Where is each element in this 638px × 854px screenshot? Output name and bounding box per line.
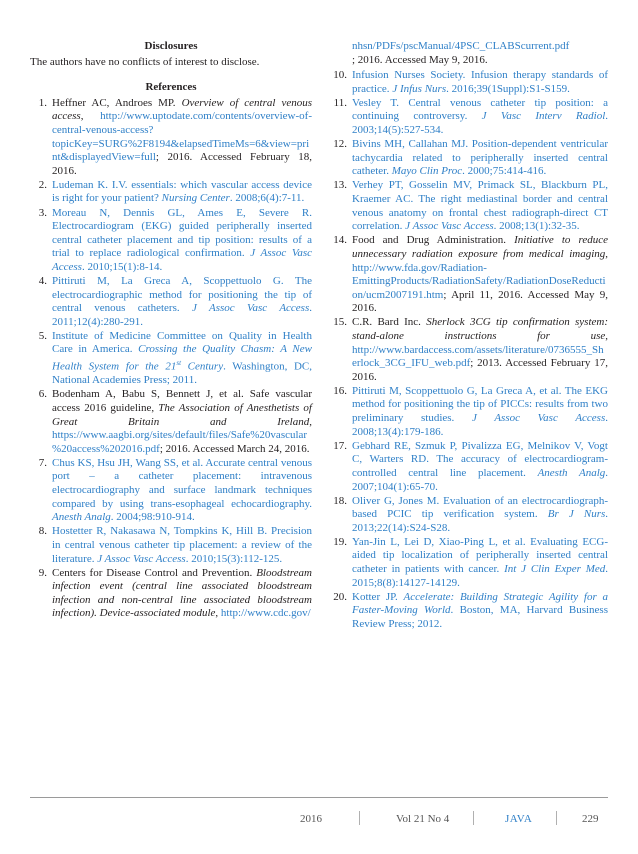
reference-segment: Overview of central venous access	[52, 96, 313, 123]
reference-segment: Int J Clin Exper Med	[504, 563, 606, 576]
reference-segment: . 2016;39(1Suppl):S1-S159.	[446, 82, 570, 95]
reference-segment: ,	[215, 607, 221, 620]
reference-segment: Hostetter R, Nakasawa N, Tompkins K, Hill B. Precision in central venous catheter tip placement: a review of the literature.	[52, 525, 312, 565]
reference-segment: st	[176, 359, 182, 368]
reference-segment: Yan-Jin L, Lei D, Xiao-Ping L, et al. Evaluating ECG-aided tip localization of peripherally inserted central catheter in patients with cancer.	[352, 535, 608, 576]
reference-segment: Chus KS, Hsu JH, Wang SS, et al. Accurate central venous port – a catheter placement: intravenous electrocardiography and surface landmark techniques compared by using trans-esophageal echocardiography.	[52, 456, 312, 510]
reference-item	[330, 179, 608, 233]
reference-link[interactable]: https://www.aagbi.org/sites/default/files/Safe%20vascular%20access%202016.pdf	[52, 429, 308, 455]
reference-segment: Moreau N, Dennis GL, Ames E, Severe R. Electrocardiogram (EKG) guided peripherally inserted central catheter placement and tip position: results of a trial to replace radiological confirmation.	[52, 206, 312, 260]
reference-text	[352, 591, 608, 632]
footer-year: 2016	[300, 813, 322, 825]
reference-segment: Nursing Center	[161, 192, 230, 205]
reference-segment: Pittiruti M, Scoppettuolo G, La Greca A, et al. The EKG method for positioning the tip of PICCs: results from two preliminary studies.	[352, 384, 608, 425]
reference-text	[52, 525, 312, 566]
footer-separator	[473, 811, 474, 825]
reference-text	[352, 69, 608, 96]
reference-number: 10.	[333, 69, 347, 82]
footer-page-number: 229	[582, 813, 599, 825]
reference-text	[352, 234, 608, 316]
reference-segment: . 2008;13(4):179-186.	[352, 412, 608, 438]
reference-segment: Anesth Analg	[537, 466, 606, 479]
reference-segment: ; 2016. Accessed February 18, 2016.	[52, 151, 312, 177]
reference-segment: . 2010;15(1):8-14.	[81, 260, 163, 273]
reference-segment: . 2004;98:910-914.	[110, 511, 195, 524]
reference-number: 6.	[38, 388, 47, 401]
reference-text	[352, 385, 608, 439]
reference-link[interactable]: http://www.uptodate.com/contents/overview-of-central-venous-access?topicKey=SURG%2F8194&elapsedTimeMs=6&view=print&displayedView=full	[52, 110, 312, 164]
reference-segment: Gebhard RE, Szmuk P, Pivalizza EG, Melnikov V, Vogt C, Warters RD. The accuracy of electrocardiogram-controlled central line placement.	[352, 439, 608, 479]
reference-segment: Kotter JP.	[352, 590, 404, 603]
reference-segment: ,	[80, 110, 101, 123]
disclosures-heading: Disclosures	[144, 40, 198, 52]
reference-segment: . 2003;14(5):527-534.	[352, 110, 608, 137]
reference-segment: ; 2013. Accessed February 17, 2016.	[352, 357, 608, 383]
reference-item	[30, 207, 312, 275]
reference-text	[352, 316, 608, 384]
reference-link[interactable]: http://www.cdc.gov/	[220, 607, 311, 620]
reference-segment: Centers for Disease Control and Prevention.	[52, 566, 257, 579]
reference-list-right	[330, 69, 608, 631]
reference-item	[30, 567, 312, 621]
reference-text	[52, 275, 312, 329]
reference-link[interactable]: http://www.fda.gov/Radiation-EmittingProducts/RadiationSafety/RadiationDoseReduction/ucm2007191.htm	[352, 261, 606, 301]
reference-item	[330, 97, 608, 138]
reference-segment: . 2010;15(3):112-125.	[185, 552, 283, 565]
reference-segment: Bodenham A, Babu S, Bennett J, et al. Safe vascular access 2016 guideline,	[52, 388, 312, 414]
reference-text	[352, 179, 608, 233]
reference-number: 14.	[333, 234, 347, 247]
reference-item	[330, 234, 608, 316]
reference-text	[52, 388, 312, 456]
reference-segment: . 2015;8(8):14127-14129.	[352, 563, 608, 589]
reference-item	[30, 97, 312, 179]
right-column	[330, 40, 608, 632]
reference-item	[30, 457, 312, 525]
reference-segment: . 2007;104(1):65-70.	[352, 466, 608, 493]
references-heading: References	[145, 81, 197, 94]
reference-text	[352, 440, 608, 494]
reference-text	[352, 536, 608, 590]
reference-item	[30, 275, 312, 329]
reference-text	[52, 567, 312, 621]
reference-segment: . 2008;13(1):32-35.	[493, 220, 580, 233]
footer-separator	[556, 811, 557, 825]
reference-segment: ; April 11, 2016. Accessed May 9, 2016.	[352, 288, 608, 315]
reference-number: 17.	[333, 439, 347, 452]
reference-segment: J Vasc Interv Radiol	[481, 110, 606, 123]
reference-segment: Century	[181, 360, 224, 373]
reference-segment: Initiative to reduce unnecessary radiation exposure from medical imaging	[352, 234, 608, 260]
reference-segment: ,	[605, 329, 608, 342]
reference-text	[52, 457, 312, 525]
reference-segment: Heffner AC, Androes MP.	[52, 96, 182, 109]
reference-segment: J Assoc Vasc Access	[191, 302, 310, 315]
reference-segment: Mayo Clin Proc	[391, 165, 463, 178]
footer-rule	[30, 797, 608, 798]
reference-segment: . Washington, DC, National Academies Press; 2011.	[52, 360, 313, 387]
reference-segment: J Infus Nurs	[392, 82, 447, 95]
reference-number: 9.	[38, 566, 47, 579]
reference-text	[352, 138, 608, 179]
reference-link[interactable]: http://www.bardaccess.com/assets/literature/0736555_Sherlock_3CG_IFU_web.pdf	[352, 343, 604, 370]
reference-segment: The Association of Anesthetists of Great Britain and Ireland	[52, 402, 312, 428]
footer-separator	[359, 811, 360, 825]
reference-number: 5.	[38, 329, 47, 342]
reference-item	[330, 591, 608, 632]
reference-text	[352, 495, 608, 536]
reference-9-continued-url[interactable]: nhsn/PDFs/pscManual/4PSC_CLABScurrent.pdf	[352, 40, 570, 52]
reference-segment: Bivins MH, Callahan MJ. Position-dependent ventricular tachycardia related to peripherally inserted central catheter.	[352, 138, 608, 178]
reference-segment: Ludeman K. I.V. essentials: which vascular access device is right for your patient?	[52, 178, 312, 205]
reference-item	[330, 495, 608, 536]
reference-segment: J Assoc Vasc Access	[97, 552, 186, 565]
footer-volume: Vol 21 No 4	[396, 813, 450, 825]
reference-segment: . 2011;12(4):280-291.	[52, 302, 312, 328]
reference-item	[30, 388, 312, 456]
reference-segment: ,	[605, 247, 608, 260]
reference-number: 15.	[333, 316, 347, 329]
reference-item	[30, 330, 312, 388]
reference-number: 11.	[333, 96, 347, 109]
reference-segment: ,	[309, 415, 312, 428]
reference-segment: Pittiruti M, La Greca A, Scoppettuolo G. The electrocardiographic method for positioning the tip of central venous catheters.	[52, 275, 312, 315]
footer-journal: JAVA	[505, 813, 533, 825]
reference-segment: Vesley T. Central venous catheter tip position: a continuing controversy.	[352, 96, 608, 123]
reference-segment: Infusion Nurses Society. Infusion therapy standards of practice.	[352, 69, 608, 95]
disclosures-text: The authors have no conflicts of interest to disclose.	[30, 55, 260, 68]
reference-item	[30, 525, 312, 566]
reference-item	[330, 316, 608, 384]
reference-list-left	[30, 97, 312, 621]
reference-segment: Br J Nurs	[547, 508, 606, 521]
reference-text	[52, 179, 312, 206]
reference-number: 16.	[333, 384, 347, 397]
reference-item	[330, 440, 608, 494]
reference-segment: . 2013;22(14):S24-S28.	[352, 508, 609, 534]
reference-number: 4.	[38, 275, 47, 287]
reference-segment: J Assoc Vasc Access	[405, 220, 494, 233]
reference-9-continued-tail: ; 2016. Accessed May 9, 2016.	[352, 53, 488, 66]
reference-segment: Institute of Medicine Committee on Quality in Health Care in America.	[52, 329, 312, 356]
reference-segment: Crossing the Quality Chasm: A New Health System for the 21	[52, 343, 312, 373]
reference-segment: J Assoc Vasc Access	[52, 247, 312, 273]
reference-segment: Food and Drug Administration.	[352, 234, 515, 247]
reference-number: 2.	[38, 178, 47, 191]
reference-segment: Accelerate: Building Strategic Agility for a Faster-Moving World	[352, 590, 609, 617]
reference-item	[330, 69, 608, 96]
reference-segment: Oliver G, Jones M. Evaluation of an electrocardiograph-based PCIC tip verification system.	[352, 494, 608, 521]
reference-segment: . 2008;6(4):7-11.	[229, 192, 305, 205]
reference-segment: Sherlock 3CG tip confirmation system: stand-alone instructions for use	[352, 316, 608, 342]
reference-number: 3.	[38, 206, 47, 219]
reference-segment: C.R. Bard Inc.	[352, 316, 427, 329]
reference-segment: Verhey PT, Gosselin MV, Primack SL, Blackburn PL, Kraemer AC. The right mediastinal border and central venous anatomy on frontal chest radiograph-direct CT correlation.	[352, 179, 608, 233]
reference-segment: . Boston, MA, Harvard Business Review Press; 2012.	[352, 604, 608, 630]
reference-item	[330, 138, 608, 179]
left-column	[30, 40, 312, 622]
reference-number: 12.	[333, 138, 347, 151]
reference-item	[30, 179, 312, 206]
reference-segment: J Assoc Vasc Access	[471, 412, 606, 425]
reference-number: 18.	[333, 494, 347, 507]
reference-text	[52, 330, 312, 388]
reference-number: 19.	[333, 535, 347, 548]
reference-text	[52, 97, 312, 179]
reference-item	[330, 536, 608, 590]
reference-number: 7.	[38, 456, 47, 469]
reference-number: 1.	[38, 96, 47, 109]
reference-text	[352, 97, 608, 138]
reference-number: 13.	[333, 179, 347, 192]
reference-text	[52, 207, 312, 275]
reference-segment: Bloodstream infection event (central line associated bloodstream infection and non-central line associated bloodstream infection). Device-associated module	[52, 566, 312, 620]
reference-number: 20.	[333, 590, 347, 603]
reference-segment: Anesth Analg	[52, 511, 111, 524]
reference-segment: ; 2016. Accessed March 24, 2016.	[159, 442, 310, 455]
reference-item	[330, 385, 608, 439]
reference-number: 8.	[38, 525, 47, 538]
reference-segment: . 2000;75:414-416.	[462, 165, 547, 178]
